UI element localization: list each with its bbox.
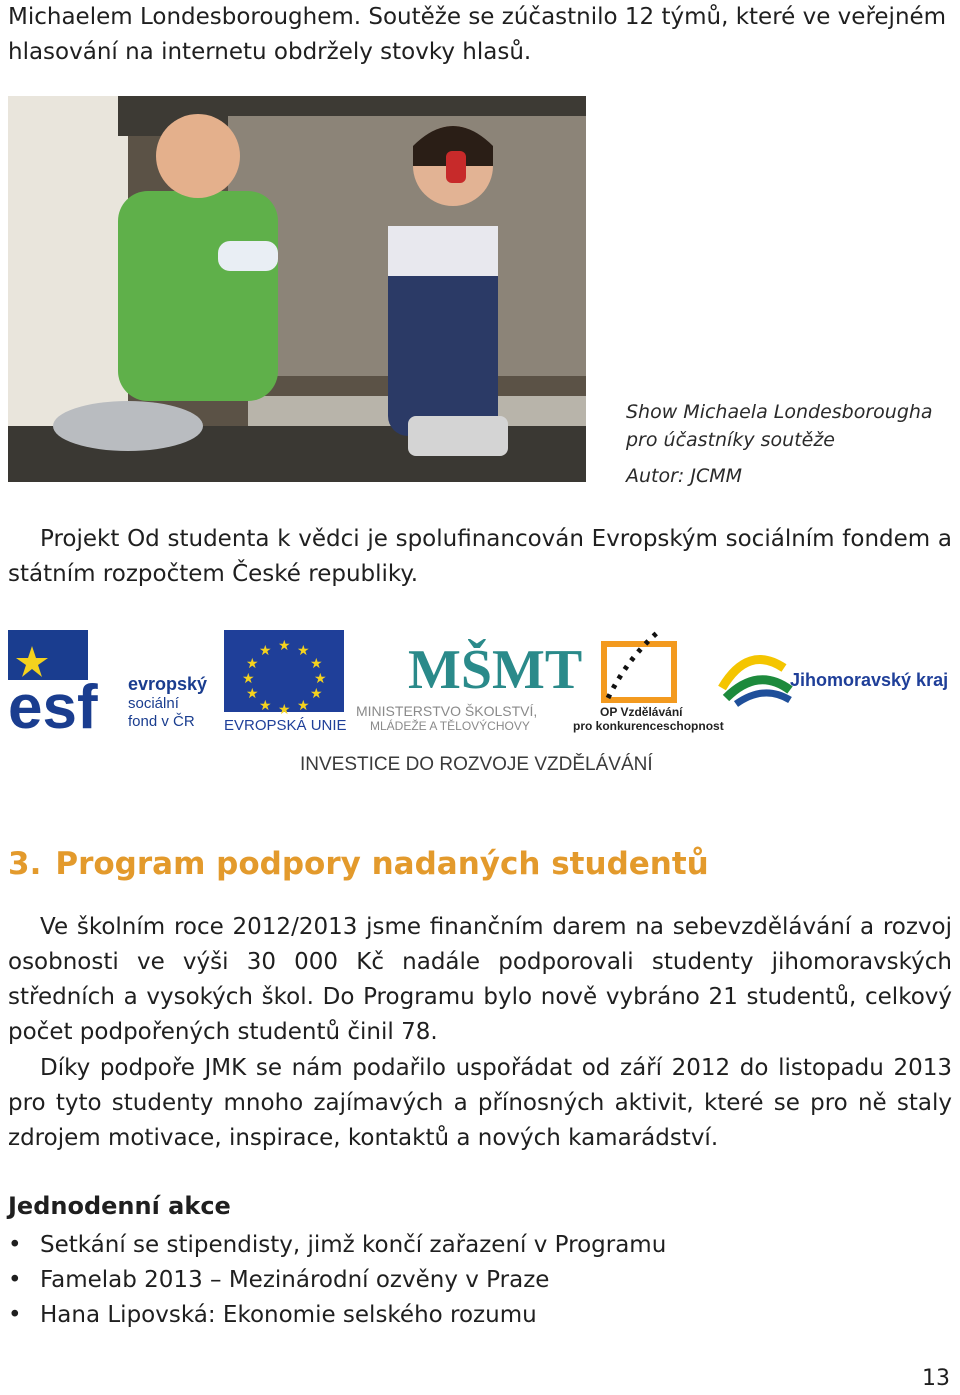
caption-line: pro účastníky soutěže (626, 429, 835, 451)
svg-text:★: ★ (310, 656, 323, 672)
svg-text:★: ★ (278, 702, 291, 718)
list-item (8, 1298, 666, 1333)
section-title: Program podpory nadaných studentů (55, 846, 709, 882)
svg-text:★: ★ (246, 686, 259, 702)
msmt-line-1: MINISTERSTVO ŠKOLSTVÍ, (356, 703, 538, 719)
bullet-icon: • (8, 1267, 22, 1293)
esf-line-2: sociální (128, 695, 179, 712)
svg-text:★: ★ (314, 671, 327, 687)
section-number: 3. (8, 846, 42, 882)
msmt-line-2: MLÁDEŽE A TĚLOVÝCHOVY (370, 719, 530, 733)
svg-text:★: ★ (246, 656, 259, 672)
logos-strip (8, 628, 952, 778)
subheading: Jednodenní akce (8, 1192, 231, 1220)
svg-text:★: ★ (278, 638, 291, 654)
svg-text:MŠMT: MŠMT (408, 639, 583, 701)
eu-logo (224, 630, 347, 734)
logos-tagline: INVESTICE DO ROZVOJE VZDĚLÁVÁNÍ (300, 754, 653, 775)
msmt-logo (356, 638, 582, 733)
svg-text:★: ★ (259, 643, 272, 659)
op-logo (573, 632, 724, 733)
section-heading (8, 846, 709, 882)
photo-caption (626, 398, 946, 490)
section-para2-text: Díky podpoře JMK se nám podařilo uspořádat od září 2012 do listopadu 2013 pro tyto studenty mnoho zajímavých a přínosných aktivit, které se pro ně staly zdrojem motivace, inspirace, kontaktů a nových kamarádství. (8, 1055, 952, 1151)
esf-logo (8, 630, 207, 742)
svg-text:★: ★ (297, 698, 310, 714)
caption-line: Show Michaela Londesborougha (626, 401, 933, 423)
bullet-icon: • (8, 1232, 22, 1258)
op-line-2: pro konkurenceschopnost (573, 719, 724, 733)
section-paragraph-2 (8, 1051, 952, 1156)
events-list (8, 1228, 666, 1333)
funding-paragraph (8, 522, 952, 592)
svg-text:★: ★ (259, 698, 272, 714)
photo-illustration (8, 96, 586, 482)
list-item (8, 1228, 666, 1263)
bullet-icon: • (8, 1302, 22, 1328)
event-photo (8, 96, 586, 482)
intro-paragraph: Michaelem Londesboroughem. Soutěže se zúčastnilo 12 týmů, které ve veřejném hlasování na internetu obdržely stovky hlasů. (8, 4, 947, 65)
op-line-1: OP Vzdělávání (600, 705, 683, 719)
page-number: 13 (922, 1366, 950, 1391)
section-paragraph-1 (8, 910, 952, 1050)
funding-logos (8, 628, 952, 778)
caption-author: Autor: JCMM (626, 465, 743, 487)
section-para1-text: Ve školním roce 2012/2013 jsme finančním darem na sebevzdělávání a rozvoj osobnosti ve výši 30 000 Kč nadále podporovali studenty jihomoravských středních a vysokých škol. Do Programu bylo nově vybráno 21 studentů, celkový počet podpořených studentů činil 78. (8, 914, 952, 1045)
list-item-text: Hana Lipovská: Ekonomie selského rozumu (40, 1302, 537, 1328)
list-item-text: Setkání se stipendisty, jimž končí zařazení v Programu (40, 1232, 667, 1258)
svg-text:★: ★ (310, 686, 323, 702)
list-item (8, 1263, 666, 1298)
esf-line-3: fond v ČR (128, 713, 195, 730)
esf-line-1: evropský (128, 674, 208, 694)
list-item-text: Famelab 2013 – Mezinárodní ozvěny v Praze (40, 1267, 550, 1293)
eu-label: EVROPSKÁ UNIE (224, 717, 347, 734)
svg-text:★: ★ (297, 643, 310, 659)
svg-text:★: ★ (242, 671, 255, 687)
funding-text: Projekt Od studenta k vědci je spolufinancován Evropským sociálním fondem a státním rozpočtem České republiky. (8, 526, 952, 587)
svg-text:esf: esf (8, 673, 98, 742)
jmk-logo (722, 660, 948, 704)
jmk-label: Jihomoravský kraj (790, 670, 949, 690)
